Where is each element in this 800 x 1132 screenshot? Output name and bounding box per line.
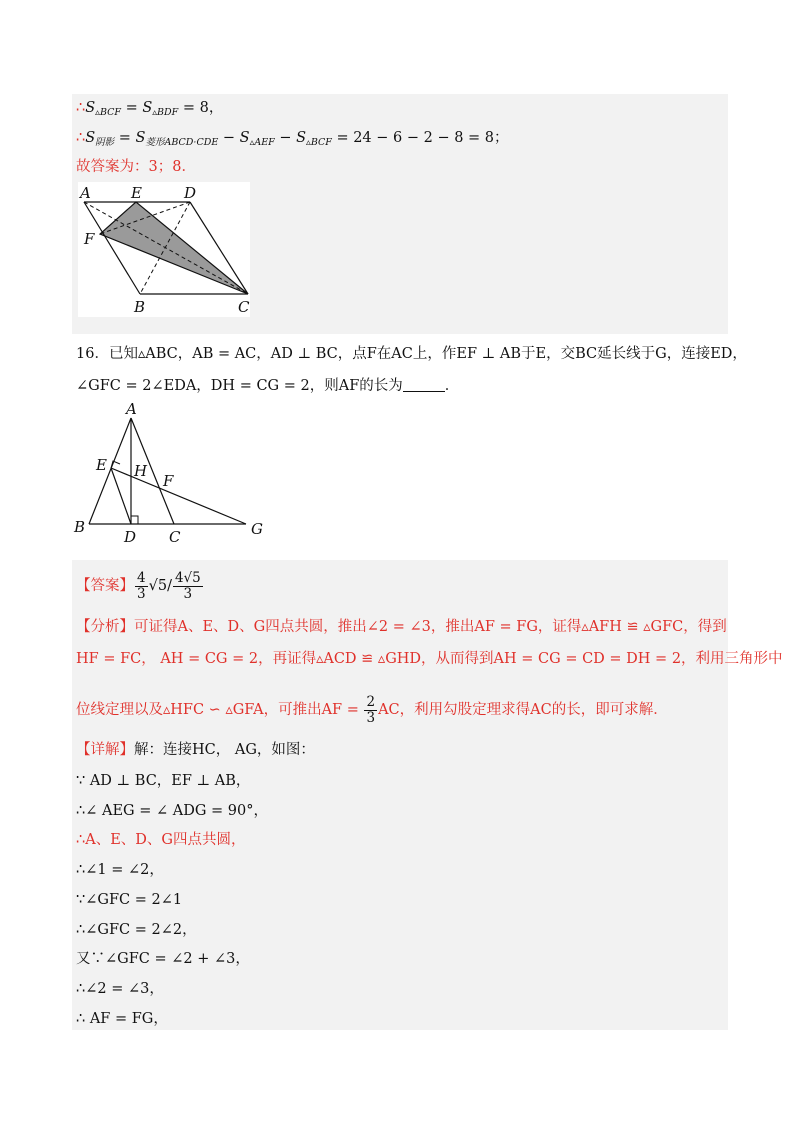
triangle-diagram: [70, 400, 270, 546]
detail-step-7: 又∵∠GFC = ∠2 + ∠3，: [76, 951, 250, 967]
analysis-line-3: 位线定理以及▵HFC ∽ ▵GFA，可推出AF = $\frac{2}{3}$ AC，利用勾股定理求得AC的长，即可求解．: [76, 693, 668, 726]
right-angle-e: [111, 461, 120, 468]
analysis-line-1: 【分析】可证得A、E、D、G四点共圆，推出∠2 = ∠3，推出AF = FG，证得▵AFH ≌ ▵GFC，得到: [76, 619, 727, 635]
label-f: F: [84, 230, 95, 248]
final-answer-line: 故答案为：3；8．: [76, 159, 196, 175]
detail-step-5: ∵∠GFC = 2∠1: [76, 892, 183, 908]
detail-step-6: ∴∠GFC = 2∠2，: [76, 922, 197, 938]
detail-intro-line: 【详解】解：连接HC， AG，如图：: [76, 742, 315, 758]
analysis-line-2: HF = FC， AH = CG = 2，再证得▵ACD ≌ ▵GHD，从而得到AH = CG = CD = DH = 2，利用三角形中: [76, 651, 783, 667]
label-c: C: [238, 298, 250, 316]
analysis-fraction: $\frac{2}{3}$: [366, 693, 376, 726]
label-c: C: [169, 528, 181, 546]
label-b: B: [134, 298, 146, 316]
label-h: H: [134, 462, 148, 480]
label-f: F: [163, 472, 174, 490]
rhombus-diagram: [78, 182, 250, 317]
detail-step-8: ∴∠2 = ∠3，: [76, 981, 164, 997]
answer-fraction-1: $\frac{4}{3}$: [137, 569, 146, 602]
detail-step-3: ∴A、E、D、G四点共圆，: [76, 832, 246, 848]
shaded-triangle: [100, 202, 248, 294]
right-angle-d: [131, 516, 138, 524]
detail-step-9: ∴ AF = FG，: [76, 1011, 168, 1027]
label-e: E: [131, 184, 142, 202]
label-b: B: [74, 518, 86, 536]
answer-tag: 【答案】: [76, 578, 134, 594]
detail-step-4: ∴∠1 = ∠2，: [76, 862, 164, 878]
rhombus-figure: [78, 182, 250, 317]
shaded-area-equation-line: $\therefore S_{阴影} = S_{菱形ABCD\cdot CDE} - S_{▵AEF} - S_{▵BCF} = 24 - 6 - 2 - 8 = 8$；: [76, 130, 509, 148]
label-a: A: [126, 400, 137, 418]
answer-line: 【答案】 $\frac{4}{3}$ √5/ $\frac{4√5}{3}$: [76, 569, 201, 602]
analysis-tag: 【分析】: [76, 619, 134, 635]
label-g: G: [251, 520, 263, 538]
label-a: A: [80, 184, 91, 202]
question-16-line-1: 16．已知▵ABC，AB = AC，AD ⊥ BC，点F在AC上，作EF ⊥ AB于E，交BC延长线于G，连接ED，: [76, 346, 747, 362]
label-d: D: [184, 184, 197, 202]
detail-tag: 【详解】: [76, 742, 134, 758]
triangle-figure: [70, 400, 270, 546]
area-equation-line: $\therefore S_{▵BCF} = S_{▵BDF} = 8$，: [76, 100, 224, 118]
question-16-line-2: ∠GFC = 2∠EDA，DH = CG = 2，则AF的长为 ．: [76, 378, 460, 394]
label-e: E: [96, 456, 107, 474]
label-d: D: [124, 528, 137, 546]
detail-step-2: ∴∠ AEG = ∠ ADG = 90°，: [76, 803, 268, 819]
answer-blank: [403, 377, 445, 392]
answer-fraction-2: $\frac{4√5}{3}$: [174, 569, 201, 602]
segment-ed: [111, 468, 131, 524]
detail-step-1: ∵ AD ⊥ BC，EF ⊥ AB，: [76, 773, 251, 789]
